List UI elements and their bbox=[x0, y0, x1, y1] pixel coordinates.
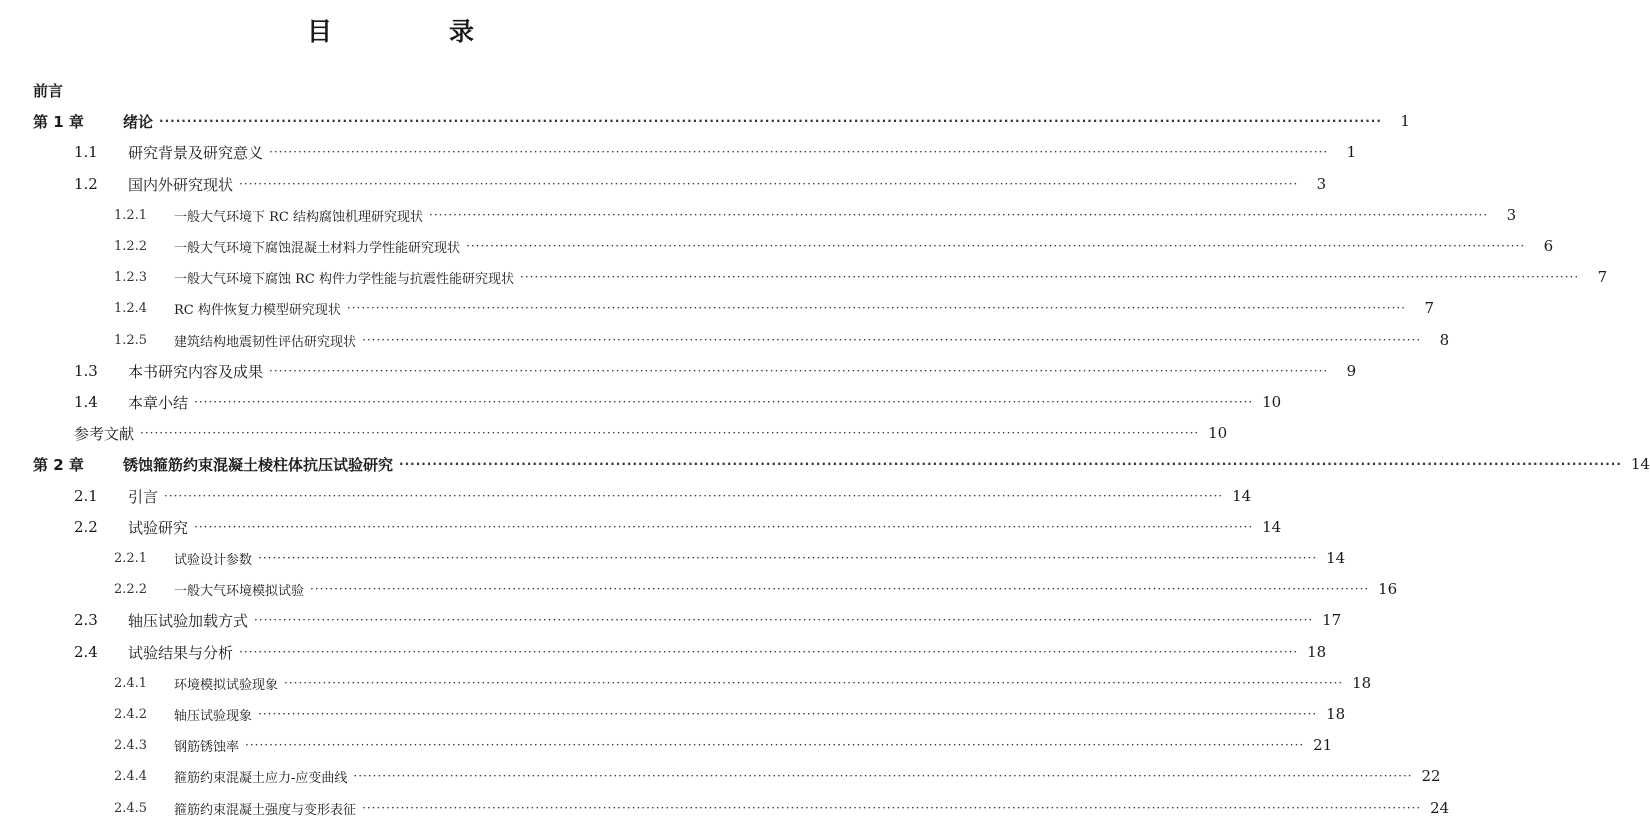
toc-entry[interactable] bbox=[74, 640, 1327, 664]
toc-page-number: 18 bbox=[1352, 674, 1372, 692]
toc-entry[interactable] bbox=[114, 203, 1517, 227]
page-title: 目 录 bbox=[306, 17, 520, 46]
toc-entry-title: 研究背景及研究意义 bbox=[128, 143, 264, 162]
toc-entry-number: 2.3 bbox=[74, 611, 98, 629]
toc-entry-number: 2.4.3 bbox=[114, 737, 148, 753]
toc-page-number: 16 bbox=[1378, 580, 1398, 598]
toc-leader-dots: ···························································································································································································································· bbox=[194, 395, 1254, 409]
toc-entry-number: 2.2.2 bbox=[114, 581, 148, 597]
toc-page-number: 14 bbox=[1630, 455, 1650, 473]
toc-entry-number: 1.4 bbox=[74, 393, 98, 411]
toc-leader-dots: ···························································································································································································································· bbox=[362, 333, 1422, 347]
toc-entry[interactable] bbox=[74, 172, 1327, 196]
toc-leader-dots: ···························································································································································································································· bbox=[140, 426, 1200, 440]
toc-entry[interactable] bbox=[33, 78, 63, 102]
toc-entry-title: 本书研究内容及成果 bbox=[128, 362, 264, 381]
toc-leader-dots: ···························································································································································································································· bbox=[346, 301, 1407, 315]
toc-page-number: 18 bbox=[1326, 705, 1346, 723]
toc-leader-dots: ···························································································································································································································· bbox=[520, 270, 1580, 284]
toc-entry-title: 前言 bbox=[33, 81, 64, 100]
toc-entry[interactable] bbox=[114, 265, 1608, 289]
toc-entry[interactable] bbox=[114, 296, 1435, 320]
toc-entry-title: 钢筋锈蚀率 bbox=[174, 739, 240, 755]
toc-entry-title: 参考文献 bbox=[74, 424, 135, 443]
toc-entry-title: 轴压试验现象 bbox=[174, 708, 253, 724]
toc-entry[interactable] bbox=[74, 608, 1342, 632]
toc-leader-dots: ···························································································································································································································· bbox=[429, 208, 1489, 222]
toc-leader-dots: ···························································································································································································································· bbox=[239, 645, 1299, 659]
toc-leader-dots: ···························································································································································································································· bbox=[269, 364, 1329, 378]
toc-entry-title: 环境模拟试验现象 bbox=[174, 677, 279, 693]
toc-entry-number: 1.2.2 bbox=[114, 238, 148, 254]
toc-entry-title: 轴压试验加载方式 bbox=[128, 611, 249, 630]
toc-leader-dots: ···························································································································································································································· bbox=[269, 145, 1329, 159]
toc-entry-number: 2.4.2 bbox=[114, 706, 148, 722]
toc-page-number: 10 bbox=[1208, 424, 1228, 442]
toc-entry[interactable] bbox=[114, 546, 1346, 570]
toc-page-number: 8 bbox=[1439, 331, 1450, 349]
toc-leader-dots: ···························································································································································································································· bbox=[194, 520, 1254, 534]
toc-entry-title: 一般大气环境下腐蚀 RC 构件力学性能与抗震性能研究现状 bbox=[174, 271, 514, 287]
toc-entry-number: 1.2.5 bbox=[114, 332, 148, 348]
toc-entry-title: RC 构件恢复力模型研究现状 bbox=[174, 302, 341, 318]
toc-entry[interactable] bbox=[114, 796, 1450, 820]
toc-entry[interactable] bbox=[114, 234, 1554, 258]
toc-entry-number: 1.2.3 bbox=[114, 269, 148, 285]
toc-entry-title: 箍筋约束混凝土应力-应变曲线 bbox=[174, 770, 348, 786]
toc-entry-number: 1.3 bbox=[74, 362, 98, 380]
toc-entry-title: 一般大气环境模拟试验 bbox=[174, 583, 305, 599]
toc-entry[interactable] bbox=[74, 515, 1282, 539]
toc-leader-dots: ···························································································································································································································· bbox=[245, 738, 1305, 752]
toc-page-number: 14 bbox=[1232, 487, 1252, 505]
toc-entry-number: 第 1 章 bbox=[33, 112, 84, 131]
toc-entry[interactable] bbox=[33, 452, 1650, 476]
toc-leader-dots: ···························································································································································································································· bbox=[239, 177, 1299, 191]
toc-leader-dots: ···························································································································································································································· bbox=[159, 114, 1382, 128]
toc-leader-dots: ···························································································································································································································· bbox=[362, 801, 1422, 815]
toc-entry-number: 1.2.4 bbox=[114, 300, 148, 316]
toc-page-number: 22 bbox=[1421, 767, 1441, 785]
toc-entry[interactable] bbox=[74, 140, 1357, 164]
toc-entry-title: 建筑结构地震韧性评估研究现状 bbox=[174, 334, 357, 350]
toc-entry-title: 绪论 bbox=[123, 112, 154, 131]
toc-entry-title: 试验结果与分析 bbox=[128, 643, 234, 662]
toc-entry-number: 1.2.1 bbox=[114, 207, 148, 223]
toc-entry-title: 试验研究 bbox=[128, 518, 189, 537]
toc-leader-dots: ···························································································································································································································· bbox=[310, 582, 1370, 596]
toc-entry-title: 国内外研究现状 bbox=[128, 175, 234, 194]
toc-leader-dots: ···························································································································································································································· bbox=[254, 613, 1314, 627]
toc-leader-dots: ···························································································································································································································· bbox=[284, 676, 1344, 690]
toc-page-number: 14 bbox=[1262, 518, 1282, 536]
toc-leader-dots: ···························································································································································································································· bbox=[353, 769, 1413, 783]
toc-entry-number: 2.2 bbox=[74, 518, 98, 536]
toc-page-number: 18 bbox=[1307, 643, 1327, 661]
toc-leader-dots: ···························································································································································································································· bbox=[258, 551, 1318, 565]
toc-entry[interactable] bbox=[74, 390, 1282, 414]
toc-entry-title: 本章小结 bbox=[128, 393, 189, 412]
toc-page-number: 9 bbox=[1346, 362, 1357, 380]
toc-entry-title: 试验设计参数 bbox=[174, 552, 253, 568]
toc-page-number: 17 bbox=[1322, 611, 1342, 629]
toc-entry[interactable] bbox=[114, 328, 1450, 352]
toc-entry-number: 2.2.1 bbox=[114, 550, 148, 566]
toc-entry-number: 第 2 章 bbox=[33, 455, 84, 474]
toc-page-number: 3 bbox=[1506, 206, 1517, 224]
toc-entry[interactable] bbox=[114, 733, 1333, 757]
toc-leader-dots: ···························································································································································································································· bbox=[164, 489, 1224, 503]
toc-entry-number: 2.4 bbox=[74, 643, 98, 661]
toc-entry-number: 2.4.4 bbox=[114, 768, 148, 784]
toc-page-number: 7 bbox=[1597, 268, 1608, 286]
toc-leader-dots: ···························································································································································································································· bbox=[399, 457, 1622, 471]
toc-leader-dots: ···························································································································································································································· bbox=[258, 707, 1318, 721]
toc-entry-number: 1.2 bbox=[74, 175, 98, 193]
toc-entry-number: 1.1 bbox=[74, 143, 98, 161]
toc-entry[interactable] bbox=[114, 764, 1441, 788]
toc-page-number: 7 bbox=[1424, 299, 1435, 317]
toc-page-number: 24 bbox=[1430, 799, 1450, 817]
toc-entry-number: 2.4.1 bbox=[114, 675, 148, 691]
toc-entry[interactable] bbox=[114, 702, 1346, 726]
toc-entry[interactable] bbox=[33, 109, 1410, 133]
toc-entry-title: 箍筋约束混凝土强度与变形表征 bbox=[174, 802, 357, 818]
toc-page-number: 10 bbox=[1262, 393, 1282, 411]
toc-entry-title: 锈蚀箍筋约束混凝土棱柱体抗压试验研究 bbox=[123, 455, 394, 474]
toc-page-number: 3 bbox=[1316, 175, 1327, 193]
toc-entry-number: 2.4.5 bbox=[114, 800, 148, 816]
toc-page-number: 21 bbox=[1313, 736, 1333, 754]
toc-page-number: 6 bbox=[1543, 237, 1554, 255]
toc-entry-number: 2.1 bbox=[74, 487, 98, 505]
toc-entry[interactable] bbox=[74, 359, 1357, 383]
toc-page-number: 1 bbox=[1346, 143, 1357, 161]
toc-entry[interactable] bbox=[74, 484, 1252, 508]
toc-page-number: 1 bbox=[1400, 112, 1410, 130]
toc-entry-title: 一般大气环境下 RC 结构腐蚀机理研究现状 bbox=[174, 209, 423, 225]
toc-entry-title: 一般大气环境下腐蚀混凝土材料力学性能研究现状 bbox=[174, 240, 461, 256]
toc-entry[interactable] bbox=[114, 577, 1398, 601]
toc-entry-title: 引言 bbox=[128, 487, 159, 506]
toc-entry[interactable] bbox=[114, 671, 1372, 695]
toc-leader-dots: ···························································································································································································································· bbox=[466, 239, 1526, 253]
toc-page-number: 14 bbox=[1326, 549, 1346, 567]
toc-entry[interactable] bbox=[74, 421, 1228, 445]
